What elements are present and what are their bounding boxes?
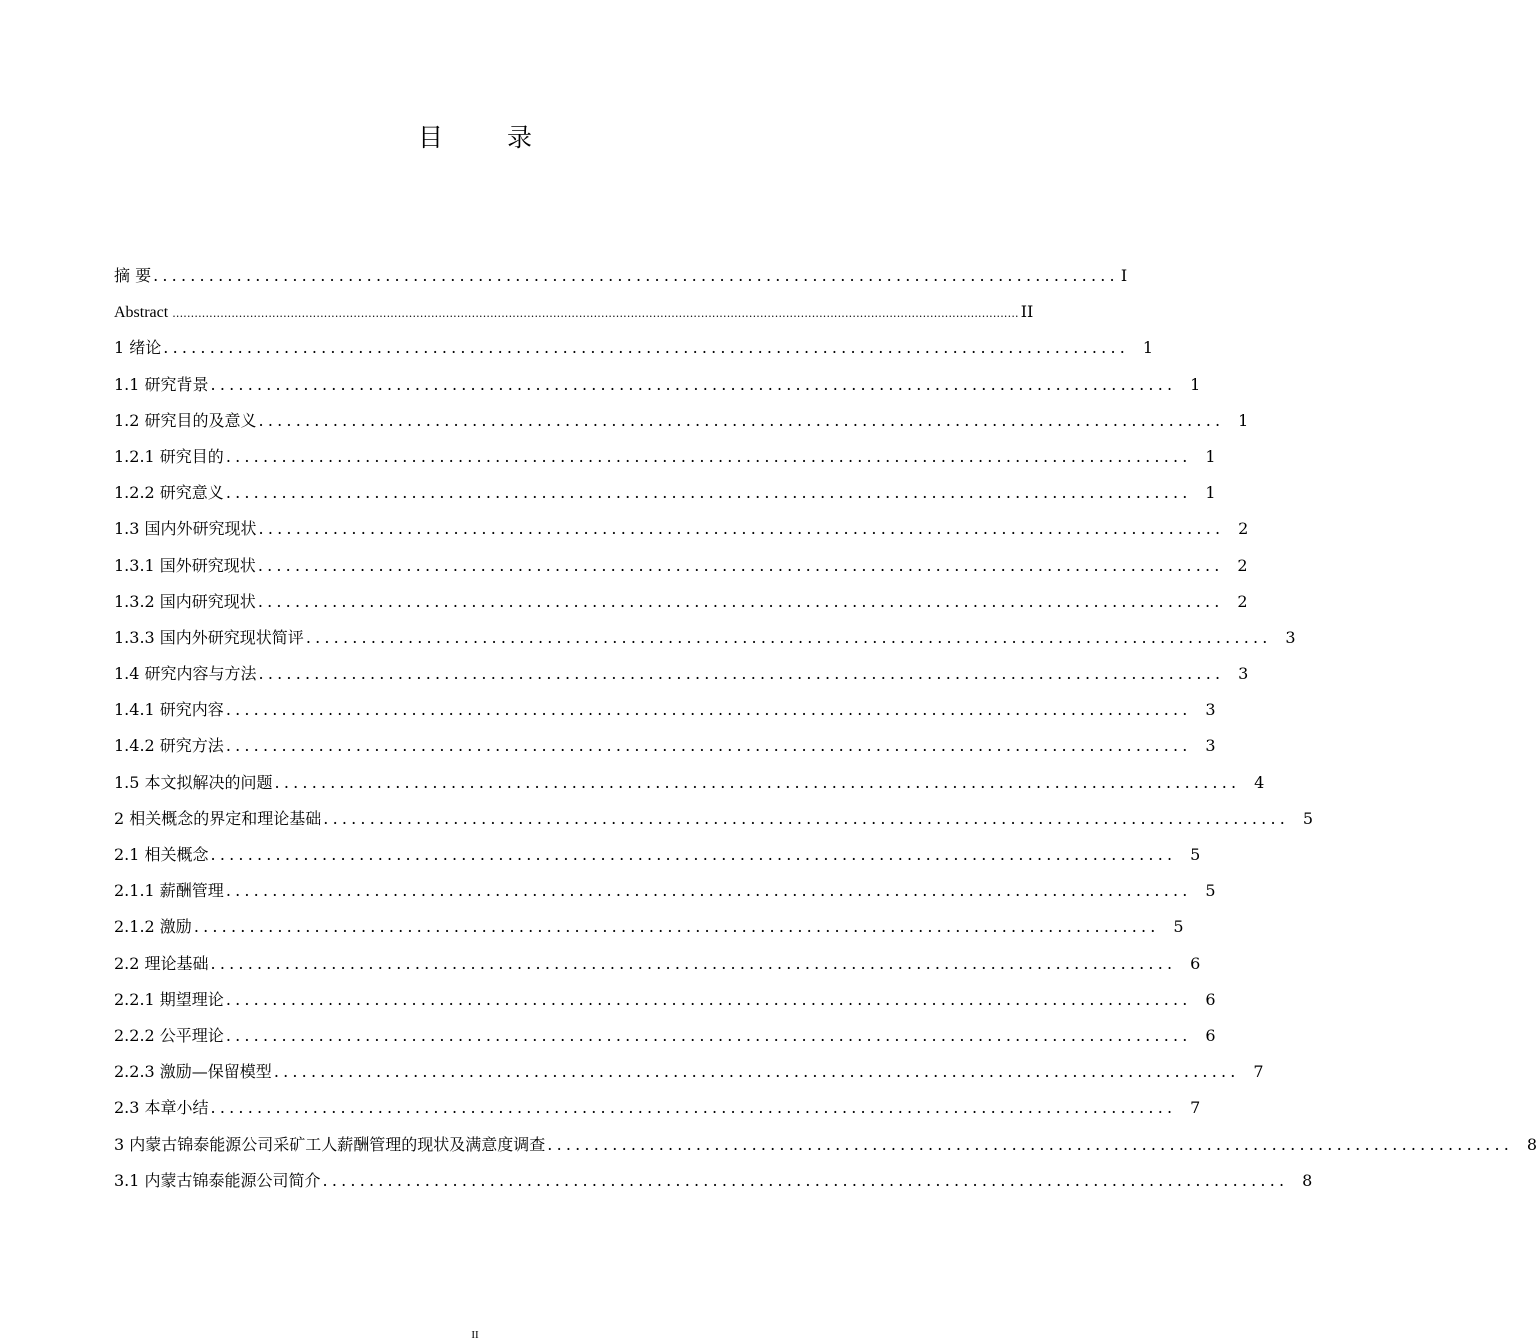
toc-entry-page: 6 <box>1205 1025 1216 1045</box>
dot-leader: ........................................................................................................ <box>258 519 1225 539</box>
toc-entry-label: 2.1.1 薪酬管理 <box>114 881 224 901</box>
toc-entry-abstract-cn[interactable] <box>114 258 1128 294</box>
dot-leader: ........................................................................................................ <box>273 1062 1240 1082</box>
toc-entry-label: 2.2.2 公平理论 <box>114 1025 224 1045</box>
toc-entry[interactable] <box>114 801 1314 837</box>
toc-entry[interactable] <box>114 909 1184 945</box>
toc-entry-page: 2 <box>1237 555 1248 575</box>
toc-entry[interactable] <box>114 1018 1216 1054</box>
toc-entry[interactable] <box>114 873 1216 909</box>
toc-entry[interactable] <box>114 1127 1537 1163</box>
toc-entry-page: 3 <box>1205 736 1216 756</box>
toc-entry-label: 摘 要 <box>114 266 152 285</box>
toc-entry-label: 1.4 研究内容与方法 <box>114 664 257 684</box>
toc-entry-label: 2.3 本章小结 <box>114 1098 209 1118</box>
toc-entry-page: 1 <box>1190 374 1201 394</box>
dot-leader: ........................................................................................................ <box>305 627 1272 647</box>
dot-leader: ........................................................................................................ <box>225 989 1192 1009</box>
toc-entry-label: 2.2.3 激励—保留模型 <box>114 1062 272 1082</box>
toc-entry-label: 1.3.2 国内研究现状 <box>114 591 256 611</box>
dot-leader: ........................................................................................................ <box>547 1134 1514 1154</box>
toc-entry-label: 1 绪论 <box>114 338 162 358</box>
dot-leader: ........................................................................................................ <box>153 266 1119 285</box>
toc-entry-page: 5 <box>1190 845 1201 864</box>
dot-leader: ........................................................................................................ <box>258 664 1225 684</box>
toc-entry[interactable] <box>114 1163 1313 1199</box>
dot-leader: ........................................................................................................ <box>322 1170 1289 1190</box>
toc-entry-label: 1.5 本文拟解决的问题 <box>114 772 273 792</box>
dot-leader: ........................................................................................................ <box>258 410 1225 430</box>
toc-entry[interactable] <box>114 1090 1201 1126</box>
toc-entry[interactable] <box>114 946 1201 982</box>
toc-entry-page: 5 <box>1302 808 1314 828</box>
toc-entry-page: 8 <box>1302 1170 1313 1190</box>
toc-entry[interactable] <box>114 982 1216 1018</box>
dot-leader: ........................................................................................................ <box>210 953 1177 973</box>
toc-entry-label: 2.2.1 期望理论 <box>114 989 224 1009</box>
table-of-contents <box>114 258 1537 1199</box>
toc-entry[interactable] <box>114 475 1216 511</box>
toc-entry-page: 7 <box>1190 1098 1201 1118</box>
page-title: 目 录 <box>418 123 560 152</box>
dot-leader: ........................................................................................................ <box>225 446 1192 466</box>
dot-leader: ..................................................................................................................................................................................................................................... <box>172 307 1019 321</box>
toc-entry-page: 8 <box>1526 1134 1537 1154</box>
dot-leader: ........................................................................................................ <box>323 808 1290 828</box>
toc-entry-page: 4 <box>1254 772 1265 792</box>
toc-entry-label: 1.2.1 研究目的 <box>114 446 224 466</box>
dot-leader: ........................................................................................................ <box>225 881 1192 901</box>
dot-leader: ........................................................................................................ <box>225 483 1192 503</box>
toc-entry[interactable] <box>114 837 1201 873</box>
toc-entry[interactable] <box>114 584 1248 620</box>
toc-entry-label: 1.3.1 国外研究现状 <box>114 555 256 575</box>
toc-entry-label: 1.2.2 研究意义 <box>114 483 224 503</box>
page-number-footer: II <box>471 1329 479 1341</box>
dot-leader: ........................................................................................................ <box>193 917 1160 937</box>
toc-entry-label: 1.3.3 国内外研究现状简评 <box>114 627 304 647</box>
toc-entry-page: 3 <box>1238 664 1249 684</box>
toc-entry[interactable] <box>114 511 1249 547</box>
toc-entry-label: 3 内蒙古锦泰能源公司采矿工人薪酬管理的现状及满意度调查 <box>114 1134 546 1154</box>
toc-entry-page: II <box>1020 302 1034 322</box>
toc-entry-label: 1.4.1 研究内容 <box>114 700 224 720</box>
toc-entry[interactable] <box>114 765 1265 801</box>
dot-leader: ........................................................................................................ <box>210 845 1177 864</box>
toc-entry[interactable] <box>114 367 1201 403</box>
toc-entry[interactable] <box>114 728 1216 764</box>
toc-entry[interactable] <box>114 403 1249 439</box>
toc-entry[interactable] <box>114 439 1216 475</box>
dot-leader: ........................................................................................................ <box>210 1098 1177 1118</box>
toc-entry-label: 2.1.2 激励 <box>114 917 192 937</box>
toc-entry-page: 1 <box>1142 338 1154 358</box>
toc-entry-page: I <box>1120 266 1128 285</box>
toc-entry-label: 2.2 理论基础 <box>114 953 209 973</box>
toc-entry-page: 3 <box>1285 627 1296 647</box>
toc-entry[interactable] <box>114 620 1296 656</box>
toc-entry-page: 1 <box>1205 483 1216 503</box>
toc-entry-label: 3.1 内蒙古锦泰能源公司简介 <box>114 1170 321 1190</box>
toc-entry-label: 1.4.2 研究方法 <box>114 736 224 756</box>
toc-entry-label: 1.3 国内外研究现状 <box>114 519 257 539</box>
dot-leader: ........................................................................................................ <box>257 555 1224 575</box>
toc-entry-page: 6 <box>1205 989 1216 1009</box>
toc-entry-label: 1.2 研究目的及意义 <box>114 410 257 430</box>
toc-entry-page: 2 <box>1238 519 1249 539</box>
dot-leader: ........................................................................................................ <box>257 591 1224 611</box>
dot-leader: ........................................................................................................ <box>225 700 1192 720</box>
dot-leader: ........................................................................................................ <box>210 374 1177 394</box>
toc-entry[interactable] <box>114 330 1154 366</box>
toc-entry-label: 1.1 研究背景 <box>114 374 209 394</box>
toc-entry[interactable] <box>114 1054 1264 1090</box>
dot-leader: ........................................................................................................ <box>225 1025 1192 1045</box>
toc-entry[interactable] <box>114 548 1248 584</box>
toc-entry-page: 5 <box>1205 881 1216 901</box>
dot-leader: ........................................................................................................ <box>225 736 1192 756</box>
toc-entry-abstract-en[interactable] <box>114 294 1034 330</box>
toc-entry-page: 1 <box>1205 446 1216 466</box>
toc-entry-page: 5 <box>1173 917 1184 937</box>
toc-entry[interactable] <box>114 656 1249 692</box>
toc-entry-page: 6 <box>1190 953 1201 973</box>
toc-entry[interactable] <box>114 692 1216 728</box>
toc-entry-label: 2.1 相关概念 <box>114 845 209 864</box>
toc-entry-label: Abstract <box>114 304 169 322</box>
toc-entry-page: 2 <box>1237 591 1248 611</box>
toc-entry-page: 7 <box>1253 1062 1264 1082</box>
dot-leader: ........................................................................................................ <box>274 772 1241 792</box>
toc-entry-page: 3 <box>1205 700 1216 720</box>
toc-entry-label: 2 相关概念的界定和理论基础 <box>114 808 322 828</box>
toc-entry-page: 1 <box>1238 410 1249 430</box>
dot-leader: ........................................................................................................ <box>163 338 1130 358</box>
